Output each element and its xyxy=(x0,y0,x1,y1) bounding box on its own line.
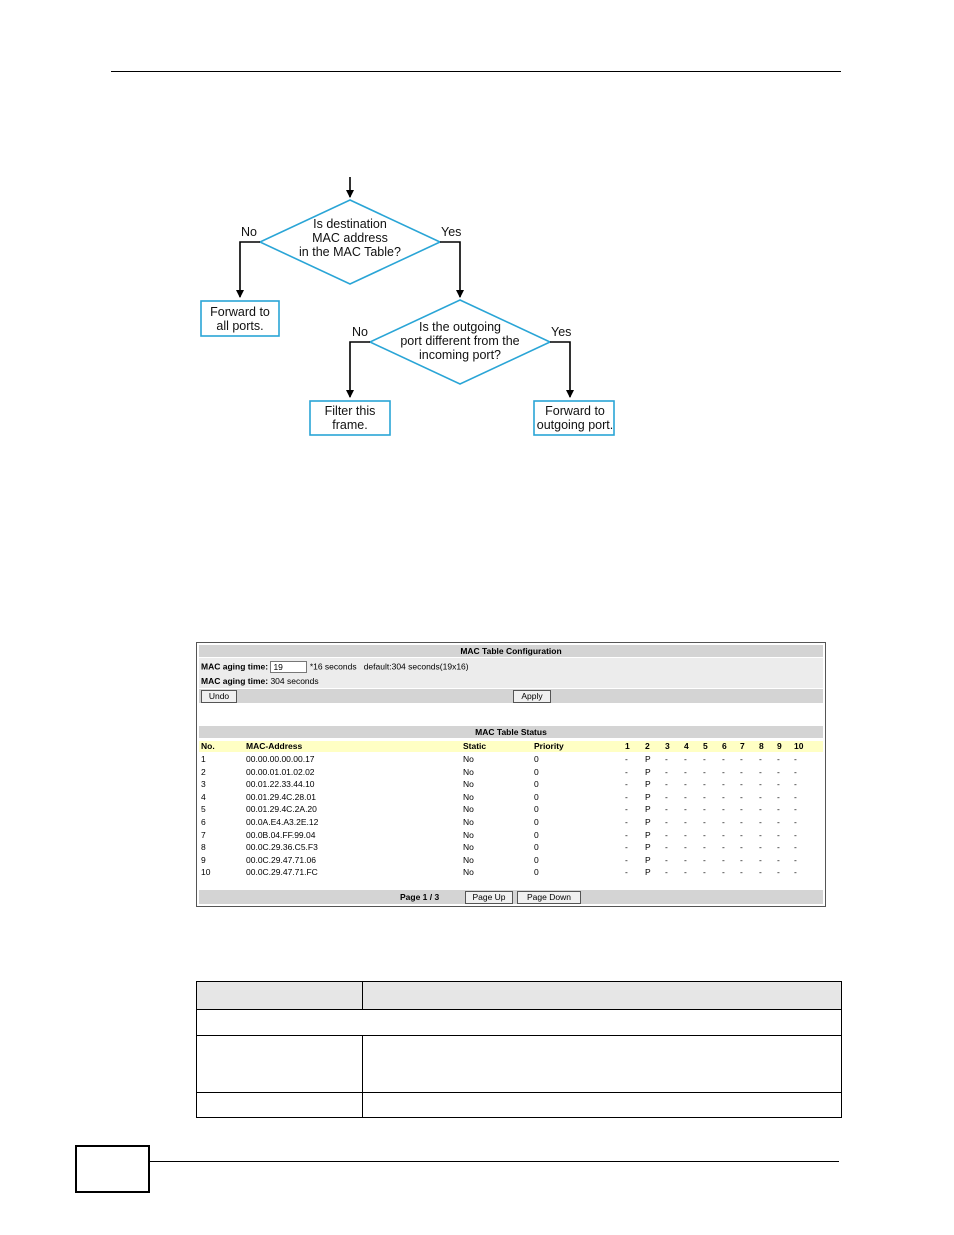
table-cell: - xyxy=(703,829,706,840)
column-header: 5 xyxy=(703,741,708,751)
table-cell: - xyxy=(625,804,628,815)
undo-button[interactable]: Undo xyxy=(201,690,237,703)
column-header: 1 xyxy=(625,741,630,751)
column-header: 6 xyxy=(722,741,727,751)
page-indicator: Page 1 / 3 xyxy=(400,892,440,902)
table-cell: - xyxy=(759,754,762,764)
table-cell: - xyxy=(777,817,780,827)
apply-button[interactable]: Apply xyxy=(513,690,551,703)
table-cell: 9 xyxy=(201,854,206,865)
table-cell: - xyxy=(625,754,628,764)
forward-all-line2: all ports. xyxy=(216,319,264,333)
table-cell: No xyxy=(463,804,474,815)
table-cell: 0 xyxy=(534,766,539,777)
table-cell: P xyxy=(645,779,651,790)
page-up-button[interactable]: Page Up xyxy=(465,891,513,904)
table-cell: - xyxy=(794,829,797,840)
table-cell: - xyxy=(777,854,780,865)
table-cell: - xyxy=(722,754,725,764)
table-cell: - xyxy=(740,804,743,815)
decision2-yes-label: Yes xyxy=(551,325,572,339)
table-cell: 10 xyxy=(201,867,211,878)
decision1-no-label: No xyxy=(241,225,257,239)
table-cell: 00.0B.04.FF.99.04 xyxy=(246,829,316,840)
table-cell: - xyxy=(759,829,762,840)
table-cell: 00.0A.E4.A3.2E.12 xyxy=(246,817,319,827)
table-cell: P xyxy=(645,754,651,764)
table-cell: - xyxy=(703,867,706,878)
table-cell: 8 xyxy=(201,842,206,853)
field-description-table xyxy=(196,981,842,1118)
table-cell: - xyxy=(794,867,797,878)
table-cell: - xyxy=(740,842,743,853)
table-cell: 0 xyxy=(534,842,539,853)
column-header: 9 xyxy=(777,741,782,751)
decision2-line3: incoming port? xyxy=(419,348,501,362)
table-cell: - xyxy=(722,829,725,840)
doc-table-row xyxy=(197,1036,842,1093)
table-cell: 6 xyxy=(201,817,206,827)
table-cell: 0 xyxy=(534,779,539,790)
table-cell: - xyxy=(759,842,762,853)
table-cell: 3 xyxy=(201,779,206,790)
table-cell: No xyxy=(463,829,474,840)
table-cell: - xyxy=(777,791,780,802)
table-cell: - xyxy=(759,867,762,878)
table-cell: - xyxy=(703,854,706,865)
table-cell: No xyxy=(463,854,474,865)
table-cell: - xyxy=(794,854,797,865)
table-cell: - xyxy=(794,842,797,853)
table-cell: 00.01.29.4C.2A.20 xyxy=(246,804,317,815)
mac-config-title: MAC Table Configuration xyxy=(199,645,823,657)
decision1-no-arrow xyxy=(240,242,260,297)
table-cell: - xyxy=(722,791,725,802)
column-header: MAC-Address xyxy=(246,741,303,751)
table-cell: - xyxy=(740,829,743,840)
mac-forwarding-flowchart xyxy=(195,175,625,445)
decision2-no-label: No xyxy=(352,325,368,339)
column-header: Priority xyxy=(534,741,564,751)
filter-frame-line1: Filter this xyxy=(324,404,376,418)
table-cell: - xyxy=(777,829,780,840)
table-cell: - xyxy=(703,754,706,764)
table-cell: - xyxy=(722,766,725,777)
table-cell: - xyxy=(665,766,668,777)
column-header: 4 xyxy=(684,741,689,751)
table-cell: 4 xyxy=(201,791,206,802)
table-cell: 5 xyxy=(201,804,206,815)
aging-time-label: MAC aging time: xyxy=(201,661,269,672)
table-cell: - xyxy=(722,779,725,790)
aging-time-input[interactable]: 19 xyxy=(270,661,307,673)
table-cell: 0 xyxy=(534,867,539,878)
decision1-yes-arrow xyxy=(440,242,460,297)
doc-header-label-cell xyxy=(197,982,363,1010)
table-cell: No xyxy=(463,754,474,764)
table-cell: 0 xyxy=(534,817,539,827)
table-cell: No xyxy=(463,766,474,777)
table-cell: - xyxy=(665,867,668,878)
table-cell: - xyxy=(684,804,687,815)
table-cell: - xyxy=(665,754,668,764)
table-cell: P xyxy=(645,854,651,865)
table-cell: 0 xyxy=(534,754,539,764)
table-cell: - xyxy=(625,817,628,827)
doc-description-cell xyxy=(363,1036,842,1093)
table-cell: 00.01.29.4C.28.01 xyxy=(246,791,316,802)
column-header: No. xyxy=(201,741,215,751)
table-cell: - xyxy=(665,791,668,802)
filter-frame-line2: frame. xyxy=(332,418,368,432)
table-cell: No xyxy=(463,791,474,802)
mac-status-title: MAC Table Status xyxy=(199,726,823,738)
column-header: 7 xyxy=(740,741,745,751)
table-cell: P xyxy=(645,804,651,815)
doc-header-description-cell xyxy=(363,982,842,1010)
doc-table-row xyxy=(197,1093,842,1118)
column-header: 10 xyxy=(794,741,804,751)
decision2-line1: Is the outgoing xyxy=(418,320,502,334)
table-cell: 00.0C.29.47.71.FC xyxy=(246,867,318,878)
table-cell: - xyxy=(777,804,780,815)
table-cell: P xyxy=(645,817,651,827)
table-cell: - xyxy=(722,842,725,853)
table-cell: - xyxy=(684,829,687,840)
table-cell: No xyxy=(463,842,474,853)
table-cell: - xyxy=(794,817,797,827)
table-cell: P xyxy=(645,791,651,802)
table-cell: - xyxy=(759,766,762,777)
table-cell: - xyxy=(794,779,797,790)
doc-label-cell xyxy=(197,1093,363,1118)
doc-table-section-row xyxy=(197,1010,842,1036)
header-rule xyxy=(111,71,841,72)
table-cell: - xyxy=(625,791,628,802)
column-header: Static xyxy=(463,741,487,751)
aging-current-row xyxy=(201,676,319,686)
decision2-no-arrow xyxy=(350,342,370,397)
footer-rule xyxy=(150,1161,839,1162)
table-cell: - xyxy=(777,867,780,878)
table-cell: - xyxy=(665,854,668,865)
table-cell: - xyxy=(684,766,687,777)
table-cell: 00.01.22.33.44.10 xyxy=(246,779,315,790)
table-cell: 00.0C.29.36.C5.F3 xyxy=(246,842,318,853)
table-cell: - xyxy=(665,804,668,815)
forward-all-line1: Forward to xyxy=(210,305,270,319)
aging-current-label: MAC aging time: xyxy=(201,676,269,686)
table-cell: - xyxy=(703,804,706,815)
table-cell: - xyxy=(625,829,628,840)
table-cell: 00.00.01.01.02.02 xyxy=(246,766,315,777)
table-cell: 0 xyxy=(534,791,539,802)
table-cell: - xyxy=(625,854,628,865)
table-cell: - xyxy=(777,842,780,853)
table-cell: - xyxy=(665,829,668,840)
column-header: 8 xyxy=(759,741,764,751)
table-cell: - xyxy=(740,817,743,827)
table-cell: - xyxy=(740,779,743,790)
table-cell: - xyxy=(703,779,706,790)
decision1-line2: MAC address xyxy=(312,231,388,245)
decision1-line1: Is destination xyxy=(313,217,387,231)
table-cell: - xyxy=(703,817,706,827)
aging-time-unit: *16 seconds xyxy=(309,661,357,672)
table-cell: - xyxy=(759,779,762,790)
table-cell: - xyxy=(684,867,687,878)
table-cell: - xyxy=(794,804,797,815)
table-cell: - xyxy=(684,791,687,802)
decision1-line3: in the MAC Table? xyxy=(299,245,401,259)
doc-section-cell xyxy=(197,1010,842,1036)
mac-table-panel xyxy=(196,642,826,907)
table-cell: P xyxy=(645,766,651,777)
table-cell: 2 xyxy=(201,766,206,777)
table-cell: - xyxy=(625,842,628,853)
table-cell: P xyxy=(645,867,651,878)
aging-time-default: default:304 seconds(19x16) xyxy=(363,661,469,672)
table-cell: - xyxy=(759,817,762,827)
table-cell: 0 xyxy=(534,804,539,815)
table-cell: - xyxy=(665,817,668,827)
table-cell: - xyxy=(625,867,628,878)
table-cell: No xyxy=(463,867,474,878)
table-cell: - xyxy=(722,867,725,878)
table-cell: 00.00.00.00.00.17 xyxy=(246,754,315,764)
table-cell: - xyxy=(665,842,668,853)
page-down-button[interactable]: Page Down xyxy=(517,891,581,904)
doc-label-cell xyxy=(197,1036,363,1093)
table-cell: 7 xyxy=(201,829,206,840)
table-cell: - xyxy=(722,854,725,865)
table-cell: - xyxy=(684,754,687,764)
table-cell: - xyxy=(794,766,797,777)
table-cell: - xyxy=(665,779,668,790)
table-cell: - xyxy=(703,766,706,777)
column-header: 3 xyxy=(665,741,670,751)
table-cell: - xyxy=(684,817,687,827)
table-cell: - xyxy=(703,791,706,802)
table-cell: - xyxy=(740,854,743,865)
doc-description-cell xyxy=(363,1093,842,1118)
table-cell: No xyxy=(463,779,474,790)
table-cell: - xyxy=(777,754,780,764)
table-cell: - xyxy=(703,842,706,853)
column-header: 2 xyxy=(645,741,650,751)
page-number-box xyxy=(75,1145,150,1193)
table-cell: 0 xyxy=(534,829,539,840)
paging-bar xyxy=(199,890,823,904)
table-cell: No xyxy=(463,817,474,827)
doc-table-header-row xyxy=(197,982,842,1010)
table-cell: - xyxy=(740,867,743,878)
table-cell: P xyxy=(645,829,651,840)
table-cell: - xyxy=(740,791,743,802)
table-cell: - xyxy=(625,766,628,777)
table-cell: - xyxy=(625,779,628,790)
table-cell: - xyxy=(740,754,743,764)
table-cell: - xyxy=(684,842,687,853)
aging-current-value: 304 seconds xyxy=(270,676,319,686)
table-cell: - xyxy=(759,854,762,865)
table-cell: - xyxy=(722,804,725,815)
forward-outgoing-line1: Forward to xyxy=(545,404,605,418)
decision1-yes-label: Yes xyxy=(441,225,462,239)
aging-time-row xyxy=(201,661,469,673)
table-cell: - xyxy=(684,779,687,790)
table-cell: - xyxy=(759,791,762,802)
table-cell: - xyxy=(777,779,780,790)
table-cell: - xyxy=(684,854,687,865)
decision2-yes-arrow xyxy=(550,342,570,397)
table-cell: 00.0C.29.47.71.06 xyxy=(246,854,316,865)
forward-outgoing-line2: outgoing port. xyxy=(536,418,614,432)
table-cell: - xyxy=(794,791,797,802)
table-cell: P xyxy=(645,842,651,853)
table-cell: - xyxy=(794,754,797,764)
table-cell: - xyxy=(759,804,762,815)
config-button-bar xyxy=(199,689,823,703)
table-cell: - xyxy=(722,817,725,827)
decision2-line2: port different from the xyxy=(400,334,520,348)
table-cell: - xyxy=(777,766,780,777)
table-cell: 1 xyxy=(201,754,206,764)
table-cell: - xyxy=(740,766,743,777)
table-cell: 0 xyxy=(534,854,539,865)
